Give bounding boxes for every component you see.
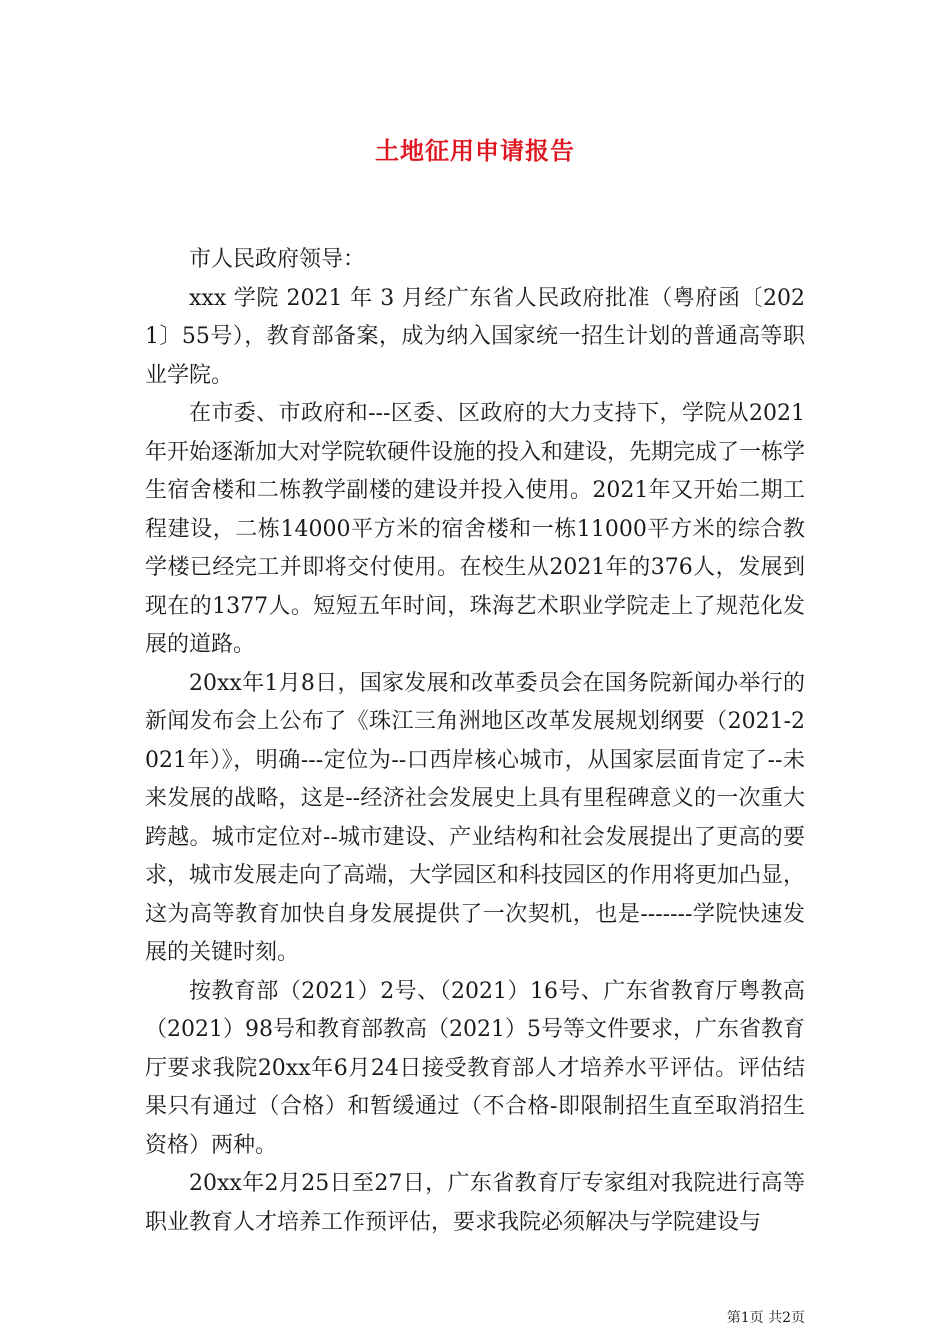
salutation: 市人民政府领导： [189,247,366,272]
paragraph-1: xxx 学院 2021 年 3 月经广东省人民政府批准（粤府函〔2021〕55号），教育部备案，成为纳入国家统一招生计划的普通高等职业学院。 [145,285,805,388]
document-body [145,241,805,1242]
paragraph-5: 20xx年2月25日至27日，广东省教育厅专家组对我院进行高等职业教育人才培养工作预评估，要求我院必须解决与学院建设与 [145,1171,805,1235]
paragraph-2: 在市委、市政府和---区委、区政府的大力支持下，学院从2021年开始逐渐加大对学院软硬件设施的投入和建设，先期完成了一栋学生宿舍楼和二栋教学副楼的建设并投入使用。2021年又开始二期工程建设，二栋14000平方米的宿舍楼和一栋11000平方米的综合教学楼已经完工并即将交付使用。在校生从2021年的376人，发展到现在的1377人。短短五年时间，珠海艺术职业学院走上了规范化发展的道路。 [145,401,806,657]
paragraph-4: 按教育部（2021）2号、（2021）16号、广东省教育厅粤教高（2021）98号和教育部教高（2021）5号等文件要求，广东省教育厅要求我院20xx年6月24日接受教育部人才培养水平评估。评估结果只有通过（合格）和暂缓通过（不合格-即限制招生直至取消招生资格）两种。 [145,978,805,1158]
page-number-footer: 第1页 共2页 [726,1310,805,1326]
document-title: 土地征用申请报告 [375,136,575,165]
paragraph-3: 20xx年1月8日，国家发展和改革委员会在国务院新闻办举行的新闻发布会上公布了《珠江三角洲地区改革发展规划纲要（2021-2021年）》，明确---定位为--口西岸核心城市，从国家层面肯定了--未来发展的战略，这是--经济社会发展史上具有里程碑意义的一次重大跨越。城市定位对--城市建设、产业结构和社会发展提出了更高的要求，城市发展走向了高端，大学园区和科技园区的作用将更加凸显，这为高等教育加快自身发展提供了一次契机，也是-------学院快速发展的关键时刻。 [145,670,806,965]
